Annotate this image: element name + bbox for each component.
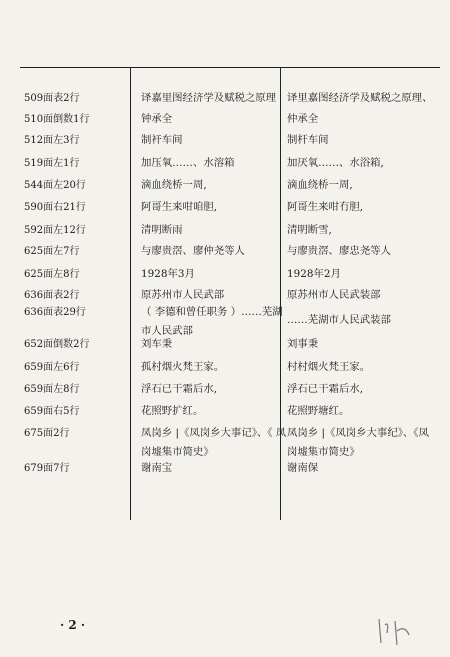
corrected-text-cell: 加厌氧……、水浴箱, — [287, 157, 384, 169]
erroneous-text-cell: （ 李德和曾任职务 ）……芜湖 — [141, 306, 283, 318]
column-divider-right — [280, 67, 281, 520]
table-top-border — [20, 67, 440, 68]
erroneous-text-cell: 译嘉里图经济学及赋税之原理 — [141, 92, 277, 104]
erroneous-text-cell: 阿哥生来咁咱胆, — [141, 201, 218, 213]
corrected-text-cell: 译里嘉图经济学及赋税之原理、 — [287, 92, 433, 104]
erroneous-text-cell: 钟承全 — [141, 113, 173, 125]
corrected-text-cell: 凤岗乡 |《凤岗乡大事纪》、《凤 — [287, 427, 429, 439]
location-cell: 679面7行 — [24, 463, 70, 474]
corrected-text-cell: 仲承全 — [287, 113, 319, 125]
erroneous-text-cell: 1928年3月 — [141, 268, 195, 280]
location-cell: 590面右21行 — [24, 202, 86, 213]
erroneous-text-cell: 与廖贵滘、廖仲尧等人 — [141, 245, 245, 257]
erroneous-text-cell: 制衦车间 — [141, 134, 183, 146]
location-cell: 636面表2行 — [24, 290, 80, 301]
corrected-text-cell: 1928年2月 — [287, 268, 341, 280]
erroneous-text-cell: 浮石已干霜后水, — [141, 383, 218, 395]
corrected-text-cell: 清明断雪, — [287, 224, 332, 236]
column-divider-left — [130, 67, 131, 520]
page-number: · 2 · — [60, 618, 86, 632]
erroneous-text-cell: 凤岗乡 |《凤岗乡大事记》、《 凤 — [141, 427, 287, 439]
corrected-text-cell: 原苏州市人民武装部 — [287, 289, 381, 301]
location-cell: 659面左8行 — [24, 384, 80, 395]
corrected-text-cell: 滴血绕桥一周, — [287, 179, 353, 191]
erroneous-text-cell: 原苏州市人民武部 — [141, 289, 225, 301]
corrected-text-cell: 制杆车间 — [287, 134, 329, 146]
erroneous-text-cell: 加压氧……、水溶箱 — [141, 157, 235, 169]
corrected-text-cell: ……芜湖市人民武装部 — [287, 314, 391, 326]
corrected-text-cell: 与廖贵滘、廖忠尧等人 — [287, 245, 391, 257]
erroneous-text-cell: 滴血绕桥一周, — [141, 179, 207, 191]
location-cell: 519面左1行 — [24, 158, 80, 169]
erroneous-text-cell: 花照野扩红。 — [141, 405, 204, 417]
location-cell: 512面左3行 — [24, 135, 80, 146]
erroneous-text-cell: 孤村烟火梵王家。 — [141, 361, 225, 373]
erroneous-text-cell: 清明断雨 — [141, 224, 183, 236]
erroneous-text-cell: 市人民武部 — [141, 325, 193, 337]
margin-pencil-mark — [375, 615, 415, 647]
location-cell: 652面倒数2行 — [24, 339, 90, 350]
location-cell: 510面倒数1行 — [24, 114, 90, 125]
corrected-text-cell: 花照野塘红。 — [287, 405, 350, 417]
corrected-text-cell: 村村烟火梵王家。 — [287, 361, 371, 373]
location-cell: 636面表29行 — [24, 307, 86, 318]
location-cell: 659面右5行 — [24, 406, 80, 417]
location-cell: 509面表2行 — [24, 93, 80, 104]
location-cell: 544面左20行 — [24, 180, 86, 191]
location-cell: 659面左6行 — [24, 362, 80, 373]
location-cell: 592面左12行 — [24, 225, 86, 236]
corrected-text-cell: 阿哥生来咁冇胆, — [287, 201, 364, 213]
location-cell: 625面左7行 — [24, 246, 80, 257]
erroneous-text-cell: 谢南宝 — [141, 462, 173, 474]
erroneous-text-cell: 刘车秉 — [141, 338, 173, 350]
corrected-text-cell: 刘事秉 — [287, 338, 319, 350]
corrected-text-cell: 浮石已干霜后水, — [287, 383, 364, 395]
corrected-text-cell: 谢南保 — [287, 462, 319, 474]
erroneous-text-cell: 岗墟集市简史》 — [141, 446, 214, 458]
location-cell: 625面左8行 — [24, 269, 80, 280]
location-cell: 675面2行 — [24, 428, 70, 439]
corrected-text-cell: 岗墟集市简史》 — [287, 446, 360, 458]
